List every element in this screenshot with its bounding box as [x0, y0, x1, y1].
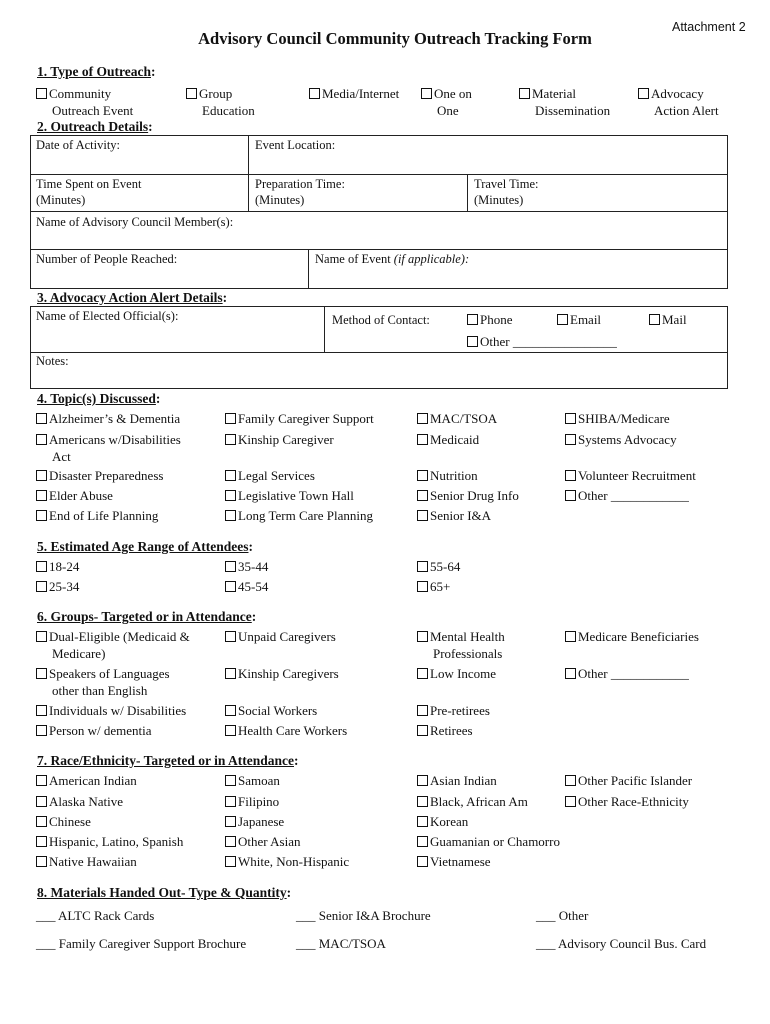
checkbox-icon [417, 816, 428, 827]
checkbox-label: Health Care Workers [238, 723, 348, 738]
checkbox-label: Guamanian or Chamorro [430, 834, 560, 849]
checkbox-label-line2: One [437, 102, 459, 118]
age-18-24-checkbox[interactable] [36, 559, 79, 576]
race-american-indian-checkbox[interactable] [36, 773, 137, 790]
race-native-hawaiian-checkbox[interactable] [36, 854, 137, 871]
checkbox-label: Elder Abuse [49, 488, 113, 503]
checkbox-label: Japanese [238, 814, 285, 829]
group-social-workers-checkbox[interactable] [225, 703, 317, 720]
race-hispanic-latino-spanish-checkbox[interactable] [36, 834, 183, 851]
checkbox-label: Legislative Town Hall [238, 488, 354, 503]
section-1-heading: 1. Type of Outreach: [37, 64, 156, 79]
topic-mac-tsoa-checkbox[interactable] [417, 411, 497, 428]
checkbox-icon [565, 631, 576, 642]
checkbox-label: 35-44 [238, 559, 269, 574]
checkbox-icon [649, 314, 660, 325]
checkbox-label: Speakers of Languages [49, 666, 170, 681]
checkbox-label: Americans w/Disabilities [49, 432, 181, 447]
material-altc-rack-cards-field[interactable]: ___ ALTC Rack Cards [36, 908, 155, 923]
preparation-time-field[interactable]: Preparation Time: (Minutes) [255, 177, 345, 207]
checkbox-icon [225, 836, 236, 847]
outreach-group-checkbox[interactable] [186, 86, 255, 119]
age-45-54-checkbox[interactable] [225, 579, 268, 596]
checkbox-icon [36, 775, 47, 786]
checkbox-icon [36, 796, 47, 807]
event-name-field[interactable]: Name of Event (if applicable): [315, 252, 470, 266]
checkbox-icon [225, 581, 236, 592]
checkbox-icon [225, 631, 236, 642]
checkbox-icon [417, 413, 428, 424]
checkbox-label: Long Term Care Planning [238, 508, 373, 523]
material-other-field[interactable]: ___ Other [536, 908, 589, 923]
checkbox-icon [225, 796, 236, 807]
checkbox-icon [417, 796, 428, 807]
checkbox-icon [417, 631, 428, 642]
checkbox-label: Individuals w/ Disabilities [49, 703, 187, 718]
checkbox-label: Hispanic, Latino, Spanish [49, 834, 184, 849]
topic-other-checkbox[interactable] [565, 488, 689, 505]
topic-long-term-care-planning-checkbox[interactable] [225, 508, 373, 525]
checkbox-label: Disaster Preparedness [49, 468, 164, 483]
checkbox-label: One on [434, 86, 472, 101]
checkbox-icon [186, 88, 197, 99]
group-speakers-of-languages-checkbox[interactable] [36, 666, 170, 699]
topic-americans-w-disabilities-checkbox[interactable] [36, 432, 181, 465]
checkbox-icon [467, 314, 478, 325]
checkbox-icon [638, 88, 649, 99]
section-8-heading: 8. Materials Handed Out- Type & Quantity: [37, 885, 292, 900]
checkbox-label: Pre-retirees [430, 703, 490, 718]
checkbox-label: 65+ [430, 579, 451, 594]
group-low-income-checkbox[interactable] [417, 666, 496, 683]
form-title: Advisory Council Community Outreach Tracking Form [198, 29, 592, 48]
checkbox-label-line2: Medicare) [52, 645, 106, 661]
topic-end-of-life-planning-checkbox[interactable] [36, 508, 158, 525]
checkbox-label: Group [199, 86, 233, 101]
contact-phone-checkbox[interactable]: Phone [467, 312, 513, 329]
topic-kinship-caregiver-checkbox[interactable] [225, 432, 334, 449]
checkbox-label: Kinship Caregiver [238, 432, 334, 447]
checkbox-label-line2: Outreach Event [52, 102, 134, 118]
section-3-heading: 3. Advocacy Action Alert Details: [37, 290, 228, 305]
checkbox-label: SHIBA/Medicare [578, 411, 670, 426]
material-mac-tsoa-field[interactable]: ___ MAC/TSOA [296, 936, 386, 951]
checkbox-label: 55-64 [430, 559, 461, 574]
checkbox-icon [36, 581, 47, 592]
people-reached-field[interactable]: Number of People Reached: [36, 252, 178, 266]
group-unpaid-caregivers-checkbox[interactable] [225, 629, 336, 646]
checkbox-icon [36, 88, 47, 99]
time-spent-field[interactable]: Time Spent on Event (Minutes) [36, 177, 142, 207]
checkbox-label: Alaska Native [49, 794, 124, 809]
race-other-pacific-islander-checkbox[interactable] [565, 773, 692, 790]
checkbox-label: Senior Drug Info [430, 488, 519, 503]
section-5-heading: 5. Estimated Age Range of Attendees: [37, 539, 253, 554]
checkbox-label-line2: Act [52, 448, 71, 464]
topic-systems-advocacy-checkbox[interactable] [565, 432, 677, 449]
outreach-material-checkbox[interactable] [519, 86, 610, 119]
race-black-african-am-checkbox[interactable] [417, 794, 528, 811]
checkbox-label: White, Non-Hispanic [238, 854, 350, 869]
checkbox-icon [557, 314, 568, 325]
checkbox-label: Legal Services [238, 468, 315, 483]
checkbox-icon [565, 413, 576, 424]
checkbox-icon [36, 836, 47, 847]
method-of-contact-label: Method of Contact: [332, 313, 430, 327]
group-person-w-dementia-checkbox[interactable] [36, 723, 152, 740]
checkbox-label-line2: Education [202, 102, 255, 118]
checkbox-icon [417, 490, 428, 501]
checkbox-label: Retirees [430, 723, 473, 738]
checkbox-icon [565, 470, 576, 481]
checkbox-icon [417, 856, 428, 867]
checkbox-icon [36, 725, 47, 736]
checkbox-label: Vietnamese [430, 854, 491, 869]
topic-disaster-preparedness-checkbox[interactable] [36, 468, 163, 485]
checkbox-icon [309, 88, 320, 99]
checkbox-icon [225, 725, 236, 736]
checkbox-label: Asian Indian [430, 773, 497, 788]
topic-legislative-town-hall-checkbox[interactable] [225, 488, 354, 505]
checkbox-label: Native Hawaiian [49, 854, 137, 869]
age-35-44-checkbox[interactable] [225, 559, 268, 576]
group-other-checkbox[interactable] [565, 666, 689, 683]
checkbox-label: Other ____________ [578, 488, 689, 503]
race-alaska-native-checkbox[interactable] [36, 794, 123, 811]
checkbox-icon [225, 775, 236, 786]
contact-mail-checkbox[interactable]: Mail [649, 312, 687, 329]
contact-other-checkbox[interactable]: Other ________________ [467, 334, 617, 351]
checkbox-label: End of Life Planning [49, 508, 159, 523]
topic-medicaid-checkbox[interactable] [417, 432, 479, 449]
checkbox-icon [36, 816, 47, 827]
checkbox-icon [225, 470, 236, 481]
checkbox-icon [225, 490, 236, 501]
race-filipino-checkbox[interactable] [225, 794, 279, 811]
checkbox-icon [36, 705, 47, 716]
checkbox-label: Unpaid Caregivers [238, 629, 336, 644]
checkbox-label: 45-54 [238, 579, 269, 594]
checkbox-icon [36, 490, 47, 501]
checkbox-label-line2: other than English [52, 682, 148, 698]
attachment-label: Attachment 2 [672, 20, 746, 34]
checkbox-label: Mental Health [430, 629, 505, 644]
topic-elder-abuse-checkbox[interactable] [36, 488, 113, 505]
group-dual-eligible-medicaid-checkbox[interactable] [36, 629, 190, 662]
checkbox-icon [225, 510, 236, 521]
checkbox-label: American Indian [49, 773, 137, 788]
age-55-64-checkbox[interactable] [417, 559, 460, 576]
checkbox-label: Other Pacific Islander [578, 773, 693, 788]
race-samoan-checkbox[interactable] [225, 773, 280, 790]
checkbox-icon [417, 668, 428, 679]
topic-family-caregiver-support-checkbox[interactable] [225, 411, 374, 428]
checkbox-icon [36, 856, 47, 867]
contact-email-checkbox[interactable]: Email [557, 312, 601, 329]
council-members-field[interactable]: Name of Advisory Council Member(s): [36, 215, 234, 229]
checkbox-icon [417, 775, 428, 786]
age-25-34-checkbox[interactable] [36, 579, 79, 596]
race-korean-checkbox[interactable] [417, 814, 468, 831]
checkbox-icon [417, 581, 428, 592]
race-japanese-checkbox[interactable] [225, 814, 284, 831]
checkbox-icon [225, 434, 236, 445]
checkbox-label: Nutrition [430, 468, 478, 483]
checkbox-label: Medicare Beneficiaries [578, 629, 699, 644]
checkbox-icon [565, 434, 576, 445]
topic-volunteer-recruitment-checkbox[interactable] [565, 468, 696, 485]
checkbox-label: Medicaid [430, 432, 480, 447]
checkbox-icon [36, 434, 47, 445]
checkbox-icon [36, 561, 47, 572]
checkbox-icon [565, 775, 576, 786]
checkbox-icon [225, 561, 236, 572]
age-65-checkbox[interactable] [417, 579, 450, 596]
checkbox-icon [421, 88, 432, 99]
checkbox-label: Samoan [238, 773, 280, 788]
checkbox-icon [225, 413, 236, 424]
event-location-field[interactable]: Event Location: [255, 138, 336, 152]
group-mental-health-checkbox[interactable] [417, 629, 505, 662]
date-of-activity-field[interactable]: Date of Activity: [36, 138, 121, 152]
outreach-media-internet-checkbox[interactable] [309, 86, 399, 103]
race-asian-indian-checkbox[interactable] [417, 773, 497, 790]
checkbox-label: Advocacy [651, 86, 704, 101]
checkbox-icon [417, 434, 428, 445]
race-guamanian-or-chamorro-checkbox[interactable] [417, 834, 560, 851]
section-4-heading: 4. Topic(s) Discussed: [37, 391, 161, 406]
checkbox-label: Korean [430, 814, 469, 829]
checkbox-label: Kinship Caregivers [238, 666, 339, 681]
checkbox-label: Low Income [430, 666, 497, 681]
checkbox-label: Other Race-Ethnicity [578, 794, 689, 809]
checkbox-label: MAC/TSOA [430, 411, 498, 426]
topic-senior-drug-info-checkbox[interactable] [417, 488, 519, 505]
checkbox-label: 25-34 [49, 579, 80, 594]
material-family-caregiver-support-brochure-field[interactable]: ___ Family Caregiver Support Brochure [36, 936, 247, 951]
race-other-race-ethnicity-checkbox[interactable] [565, 794, 689, 811]
section-7-heading: 7. Race/Ethnicity- Targeted or in Attendance: [37, 753, 299, 768]
checkbox-icon [565, 668, 576, 679]
checkbox-icon [519, 88, 530, 99]
checkbox-label: Senior I&A [430, 508, 492, 523]
outreach-advocacy-checkbox[interactable] [638, 86, 719, 119]
checkbox-label: Community [49, 86, 112, 101]
checkbox-icon [225, 816, 236, 827]
checkbox-label-line2: Action Alert [654, 102, 719, 118]
checkbox-icon [417, 836, 428, 847]
checkbox-label: Dual-Eligible (Medicaid & [49, 629, 190, 644]
group-pre-retirees-checkbox[interactable] [417, 703, 490, 720]
checkbox-icon [36, 470, 47, 481]
checkbox-label: Systems Advocacy [578, 432, 677, 447]
topic-shiba-medicare-checkbox[interactable] [565, 411, 670, 428]
checkbox-label: Alzheimer’s & Dementia [49, 411, 181, 426]
checkbox-label: Social Workers [238, 703, 318, 718]
checkbox-label-line2: Professionals [433, 645, 503, 661]
checkbox-label: 18-24 [49, 559, 80, 574]
checkbox-label-line2: Dissemination [535, 102, 611, 118]
elected-officials-field[interactable]: Name of Elected Official(s): [36, 309, 179, 323]
race-vietnamese-checkbox[interactable] [417, 854, 491, 871]
checkbox-icon [467, 336, 478, 347]
material-senior-i-a-brochure-field[interactable]: ___ Senior I&A Brochure [296, 908, 431, 923]
checkbox-icon [417, 705, 428, 716]
checkbox-icon [565, 796, 576, 807]
checkbox-label: Black, African Am [430, 794, 528, 809]
group-individuals-w-disabilities-checkbox[interactable] [36, 703, 186, 720]
group-kinship-caregivers-checkbox[interactable] [225, 666, 339, 683]
group-medicare-beneficiaries-checkbox[interactable] [565, 629, 699, 646]
race-white-non-hispanic-checkbox[interactable] [225, 854, 349, 871]
checkbox-icon [417, 725, 428, 736]
group-health-care-workers-checkbox[interactable] [225, 723, 347, 740]
material-advisory-council-bus-card-field[interactable]: ___ Advisory Council Bus. Card [536, 936, 707, 951]
checkbox-label: Other Asian [238, 834, 301, 849]
topic-alzheimer-s-dementia-checkbox[interactable] [36, 411, 180, 428]
notes-field[interactable]: Notes: [36, 354, 69, 368]
checkbox-label: Family Caregiver Support [238, 411, 374, 426]
topic-senior-i-a-checkbox[interactable] [417, 508, 491, 525]
checkbox-icon [225, 705, 236, 716]
race-other-asian-checkbox[interactable] [225, 834, 300, 851]
section-2-heading: 2. Outreach Details: [37, 119, 153, 134]
checkbox-label: Filipino [238, 794, 280, 809]
topic-nutrition-checkbox[interactable] [417, 468, 478, 485]
checkbox-icon [36, 668, 47, 679]
checkbox-label: Volunteer Recruitment [578, 468, 696, 483]
checkbox-label: Person w/ dementia [49, 723, 152, 738]
group-retirees-checkbox[interactable] [417, 723, 473, 740]
section-6-heading: 6. Groups- Targeted or in Attendance: [37, 609, 257, 624]
travel-time-field[interactable]: Travel Time: (Minutes) [474, 177, 539, 207]
checkbox-icon [417, 561, 428, 572]
topic-legal-services-checkbox[interactable] [225, 468, 315, 485]
checkbox-icon [565, 490, 576, 501]
checkbox-icon [417, 470, 428, 481]
outreach-community-checkbox[interactable] [36, 86, 133, 119]
checkbox-label: Material [532, 86, 577, 101]
outreach-one-on-checkbox[interactable] [421, 86, 472, 119]
checkbox-label: Chinese [49, 814, 91, 829]
checkbox-icon [36, 413, 47, 424]
checkbox-icon [225, 668, 236, 679]
checkbox-icon [36, 631, 47, 642]
checkbox-icon [417, 510, 428, 521]
checkbox-label: Media/Internet [322, 86, 400, 101]
checkbox-icon [36, 510, 47, 521]
race-chinese-checkbox[interactable] [36, 814, 91, 831]
checkbox-icon [225, 856, 236, 867]
checkbox-label: Other ____________ [578, 666, 689, 681]
